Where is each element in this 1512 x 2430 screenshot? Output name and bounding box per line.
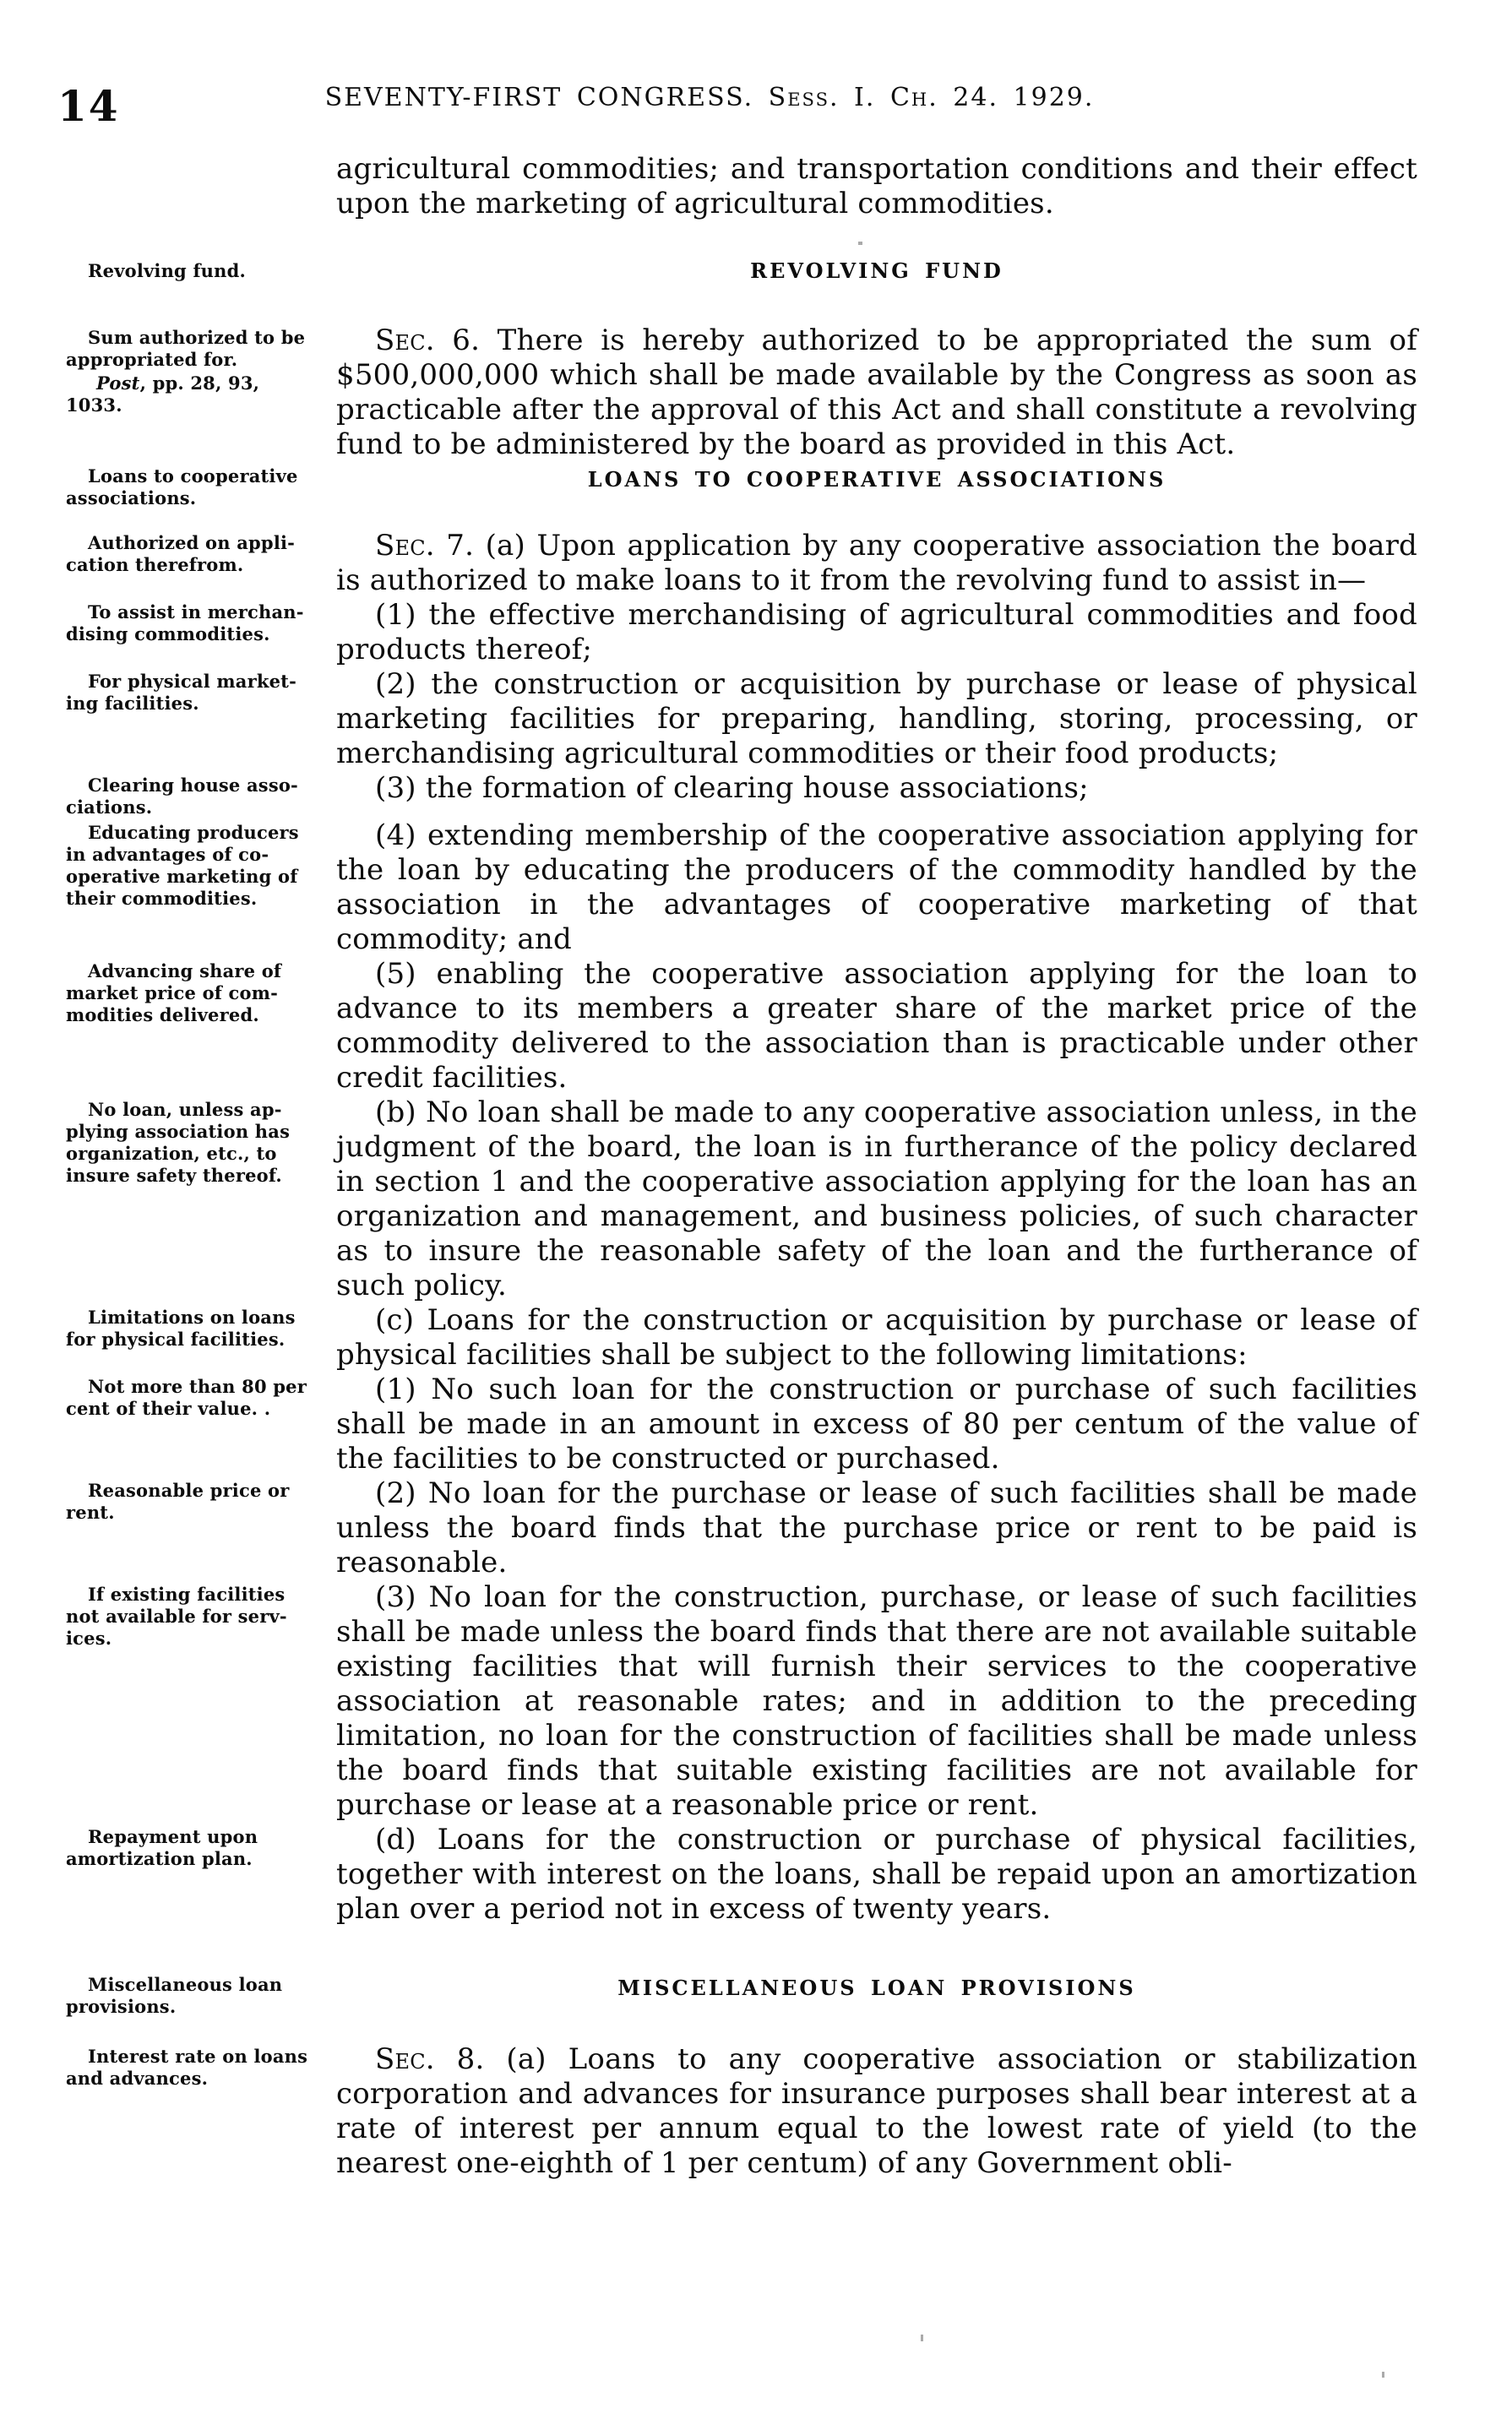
paragraph-intro xyxy=(336,152,1417,221)
scan-artifact xyxy=(921,2335,923,2341)
margin-note-line: plying association has xyxy=(66,1121,291,1142)
margin-note-line: dising commodities. xyxy=(66,623,270,644)
margin-note-line: and advances. xyxy=(66,2068,209,2089)
body-cell xyxy=(336,771,1417,806)
running-head: SEVENTY-FIRST CONGRESS. Sess. I. Ch. 24. 1929. xyxy=(324,83,1095,112)
margin-note-line: rent. xyxy=(66,1502,115,1523)
scan-artifact xyxy=(1382,2372,1384,2378)
margin-note-clearing xyxy=(66,771,314,818)
body-cell xyxy=(336,1303,1417,1373)
margin-note-line: Reasonable price or xyxy=(88,1480,290,1501)
body-cell xyxy=(336,818,1417,957)
section-label: Sec. 7. xyxy=(375,529,475,563)
margin-note-interest xyxy=(66,2042,314,2090)
margin-note-eighty-percent xyxy=(66,1373,314,1420)
body-cell xyxy=(336,1476,1417,1580)
margin-note-post-ref xyxy=(66,372,314,416)
row-sec8a xyxy=(66,2042,1417,2181)
row-heading-loans-coop xyxy=(66,462,1417,529)
margin-note-line: Limitations on loans xyxy=(88,1307,296,1328)
row-item3 xyxy=(66,771,1417,818)
margin-note-line: Authorized on appli- xyxy=(88,532,296,553)
paragraph-text: (a) Upon application by any cooperative association the board is authorized to make loans to it from the revolving fund to assist in— xyxy=(336,529,1417,597)
margin-note-revolving-fund xyxy=(66,221,314,282)
paragraph-text: agricultural commodities; and transportation conditions and their effect upon the marketing of agricultural commodities. xyxy=(336,152,1417,220)
margin-note-line: for physical facilities. xyxy=(66,1329,286,1350)
paragraph-text: There is hereby authorized to be appropriated the sum of $500,000,000 which shall be made available by the Congress as soon as practicable after the approval of this Act and shall constitute a revolving fund to be administered by the board as provided in this Act. xyxy=(336,323,1417,461)
paragraph-text: (3) No loan for the construction, purchase, or lease of such facilities shall be made unless the board finds that there are not available suitable existing facilities that will furnish their services to the cooperative association at reasonable rates; and in addition to the preceding limitation, no loan for the construction of facilities shall be made unless the board finds that suitable existing facilities are not available for purchase or lease at a reasonable price or rent. xyxy=(336,1580,1417,1822)
margin-note-authorized xyxy=(66,529,314,576)
margin-note-line: Revolving fund. xyxy=(88,260,247,281)
body-cell xyxy=(336,2042,1417,2181)
paragraph-text: (2) the construction or acquisition by purchase or lease of physical marketing facilities for preparing, handling, storing, processing, or merchandising agricultural commodities or their food products; xyxy=(336,667,1417,770)
row-item4 xyxy=(66,818,1417,957)
section-heading-loans-coop: LOANS TO COOPERATIVE ASSOCIATIONS xyxy=(587,467,1167,492)
section-label: Sec. 8. xyxy=(375,2042,485,2076)
paragraph-text: (b) No loan shall be made to any cooperative association unless, in the judgment of the board, the loan is in furtherance of the policy declared in section 1 and the cooperative association applying for the loan has an organization and management, and business policies, of such character as to insure the reasonable safety of the loan and the furtherance of such policy. xyxy=(336,1095,1417,1302)
section-label: Sec. 6. xyxy=(375,323,481,357)
scan-artifact xyxy=(858,242,862,245)
row-c1 xyxy=(66,1373,1417,1476)
page-number: 14 xyxy=(57,81,120,131)
row-c2 xyxy=(66,1476,1417,1580)
margin-note-line: ciations. xyxy=(66,796,153,818)
body-cell xyxy=(336,529,1417,598)
margin-note-line: If existing facilities xyxy=(88,1584,286,1605)
body-cell xyxy=(336,462,1417,529)
margin-note-line: operative marketing of xyxy=(66,866,298,887)
paragraph-text: (1) the effective merchandising of agricultural commodities and food products thereof; xyxy=(336,598,1417,666)
margin-note-line: Repayment upon xyxy=(88,1826,258,1847)
section-heading-misc: MISCELLANEOUS LOAN PROVISIONS xyxy=(617,1976,1136,2000)
paragraph-item5 xyxy=(336,957,1417,1095)
body-cell xyxy=(336,1580,1417,1823)
margin-note-line: ing facilities. xyxy=(66,693,199,714)
margin-note-merchandising xyxy=(66,598,314,645)
margin-note-line: not available for serv- xyxy=(66,1606,287,1627)
paragraph-text: (c) Loans for the construction or acquisition by purchase or lease of physical facilities shall be subject to the following limitations: xyxy=(336,1303,1417,1372)
row-item5 xyxy=(66,957,1417,1095)
paragraph-c2 xyxy=(336,1476,1417,1580)
margin-note-empty xyxy=(66,152,314,155)
margin-note-line: provisions. xyxy=(66,1996,177,2017)
margin-note-line: Interest rate on loans xyxy=(88,2046,308,2067)
paragraph-item3 xyxy=(336,771,1417,806)
margin-note-line: Sum authorized to be xyxy=(88,327,306,348)
margin-note-line: Advancing share of xyxy=(88,960,282,981)
paragraph-text: (3) the formation of clearing house associations; xyxy=(375,771,1089,805)
margin-note-line: their commodities. xyxy=(66,888,258,909)
body-cell xyxy=(336,598,1417,667)
margin-note-line: amortization plan. xyxy=(66,1848,253,1869)
margin-note-no-loan xyxy=(66,1095,314,1187)
paragraph-text: (1) No such loan for the construction or purchase of such facilities shall be made in an amount in excess of 80 per centum of the value of the facilities to be constructed or purchased. xyxy=(336,1373,1417,1476)
margin-note-misc xyxy=(66,1927,314,2018)
section-heading-revolving-fund: REVOLVING FUND xyxy=(750,258,1003,283)
margin-note-line: Miscellaneous loan xyxy=(88,1974,283,1995)
margin-note-line: cation therefrom. xyxy=(66,554,244,575)
paragraph-text: (2) No loan for the purchase or lease of such facilities shall be made unless the board finds that the purchase price or rent to be paid is reasonable. xyxy=(336,1476,1417,1579)
paragraph-sec6 xyxy=(336,323,1417,462)
margin-note-line: ices. xyxy=(66,1628,112,1649)
row-item2 xyxy=(66,667,1417,771)
margin-note-line: modities delivered. xyxy=(66,1004,259,1025)
margin-note-line: insure safety thereof. xyxy=(66,1165,282,1186)
margin-note-line: Clearing house asso- xyxy=(88,775,298,796)
paragraph-c1 xyxy=(336,1373,1417,1476)
margin-note-line: Educating producers xyxy=(88,822,299,843)
paragraph-item2 xyxy=(336,667,1417,771)
row-sec6 xyxy=(66,323,1417,462)
row-sec7b xyxy=(66,1095,1417,1303)
paragraph-sec8a xyxy=(336,2042,1417,2181)
row-sec7c xyxy=(66,1303,1417,1373)
paragraph-secd xyxy=(336,1823,1417,1927)
margin-note-line: No loan, unless ap- xyxy=(88,1099,282,1120)
paragraph-sec7a xyxy=(336,529,1417,598)
margin-note-reasonable xyxy=(66,1476,314,1524)
paragraph-item4 xyxy=(336,818,1417,957)
paragraph-item1 xyxy=(336,598,1417,667)
body-cell xyxy=(336,1823,1417,1927)
margin-note-line: To assist in merchan- xyxy=(88,601,304,622)
margin-note-sum-authorized xyxy=(66,323,314,416)
margin-note-limitations xyxy=(66,1303,314,1351)
margin-note-physical xyxy=(66,667,314,715)
row-heading-revolving-fund xyxy=(66,221,1417,323)
row-sec7a xyxy=(66,529,1417,598)
row-heading-misc xyxy=(66,1927,1417,2042)
margin-note-advancing xyxy=(66,957,314,1026)
margin-note-existing xyxy=(66,1580,314,1650)
body-cell xyxy=(336,221,1417,323)
body-cell xyxy=(336,957,1417,1095)
body-cell xyxy=(336,152,1417,221)
paragraph-text: (5) enabling the cooperative association applying for the loan to advance to its members a greater share of the market price of the commodity delivered to the association than is practicable under other credit facilities. xyxy=(336,957,1417,1095)
row-intro xyxy=(66,152,1417,221)
paragraph-sec7b xyxy=(336,1095,1417,1303)
row-item1 xyxy=(66,598,1417,667)
body-cell xyxy=(336,1373,1417,1476)
body-cell xyxy=(336,1095,1417,1303)
page-content xyxy=(66,152,1417,2181)
margin-note-repayment xyxy=(66,1823,314,1870)
body-cell xyxy=(336,667,1417,771)
post-ref-italic: Post xyxy=(96,372,140,394)
margin-note-loans-coop xyxy=(66,462,314,509)
paragraph-text: (a) Loans to any cooperative association or stabilization corporation and advances for insurance purposes shall bear interest at a rate of interest per annum equal to the lowest rate of yield (to the nearest one-eighth of 1 per centum) of any Government obli- xyxy=(336,2042,1417,2180)
post-ref-rest: , pp. 28, 93, 1033. xyxy=(66,372,260,416)
body-cell xyxy=(336,323,1417,462)
margin-note-line: appropriated for. xyxy=(66,349,238,370)
margin-note-line: cent of their value. . xyxy=(66,1398,271,1419)
margin-note-line: Loans to cooperative xyxy=(88,465,298,487)
margin-note-line: Not more than 80 per xyxy=(88,1376,307,1397)
paragraph-text: (d) Loans for the construction or purchase of physical facilities, together with interest on the loans, shall be repaid upon an amortization plan over a period not in excess of twenty years. xyxy=(336,1823,1417,1926)
margin-note-line: organization, etc., to xyxy=(66,1143,277,1164)
margin-note-line: market price of com- xyxy=(66,982,279,1003)
margin-note-line: associations. xyxy=(66,487,197,508)
margin-note-educating xyxy=(66,818,314,910)
margin-note-line: in advantages of co- xyxy=(66,844,269,865)
paragraph-text: (4) extending membership of the cooperative association applying for the loan by educating the producers of the commodity handled by the association in the advantages of cooperative marketing of that commodity; and xyxy=(336,818,1417,956)
margin-note-line: For physical market- xyxy=(88,671,296,692)
row-c3 xyxy=(66,1580,1417,1823)
paragraph-c3 xyxy=(336,1580,1417,1823)
paragraph-sec7c xyxy=(336,1303,1417,1373)
body-cell xyxy=(336,1927,1417,2042)
row-secd xyxy=(66,1823,1417,1927)
